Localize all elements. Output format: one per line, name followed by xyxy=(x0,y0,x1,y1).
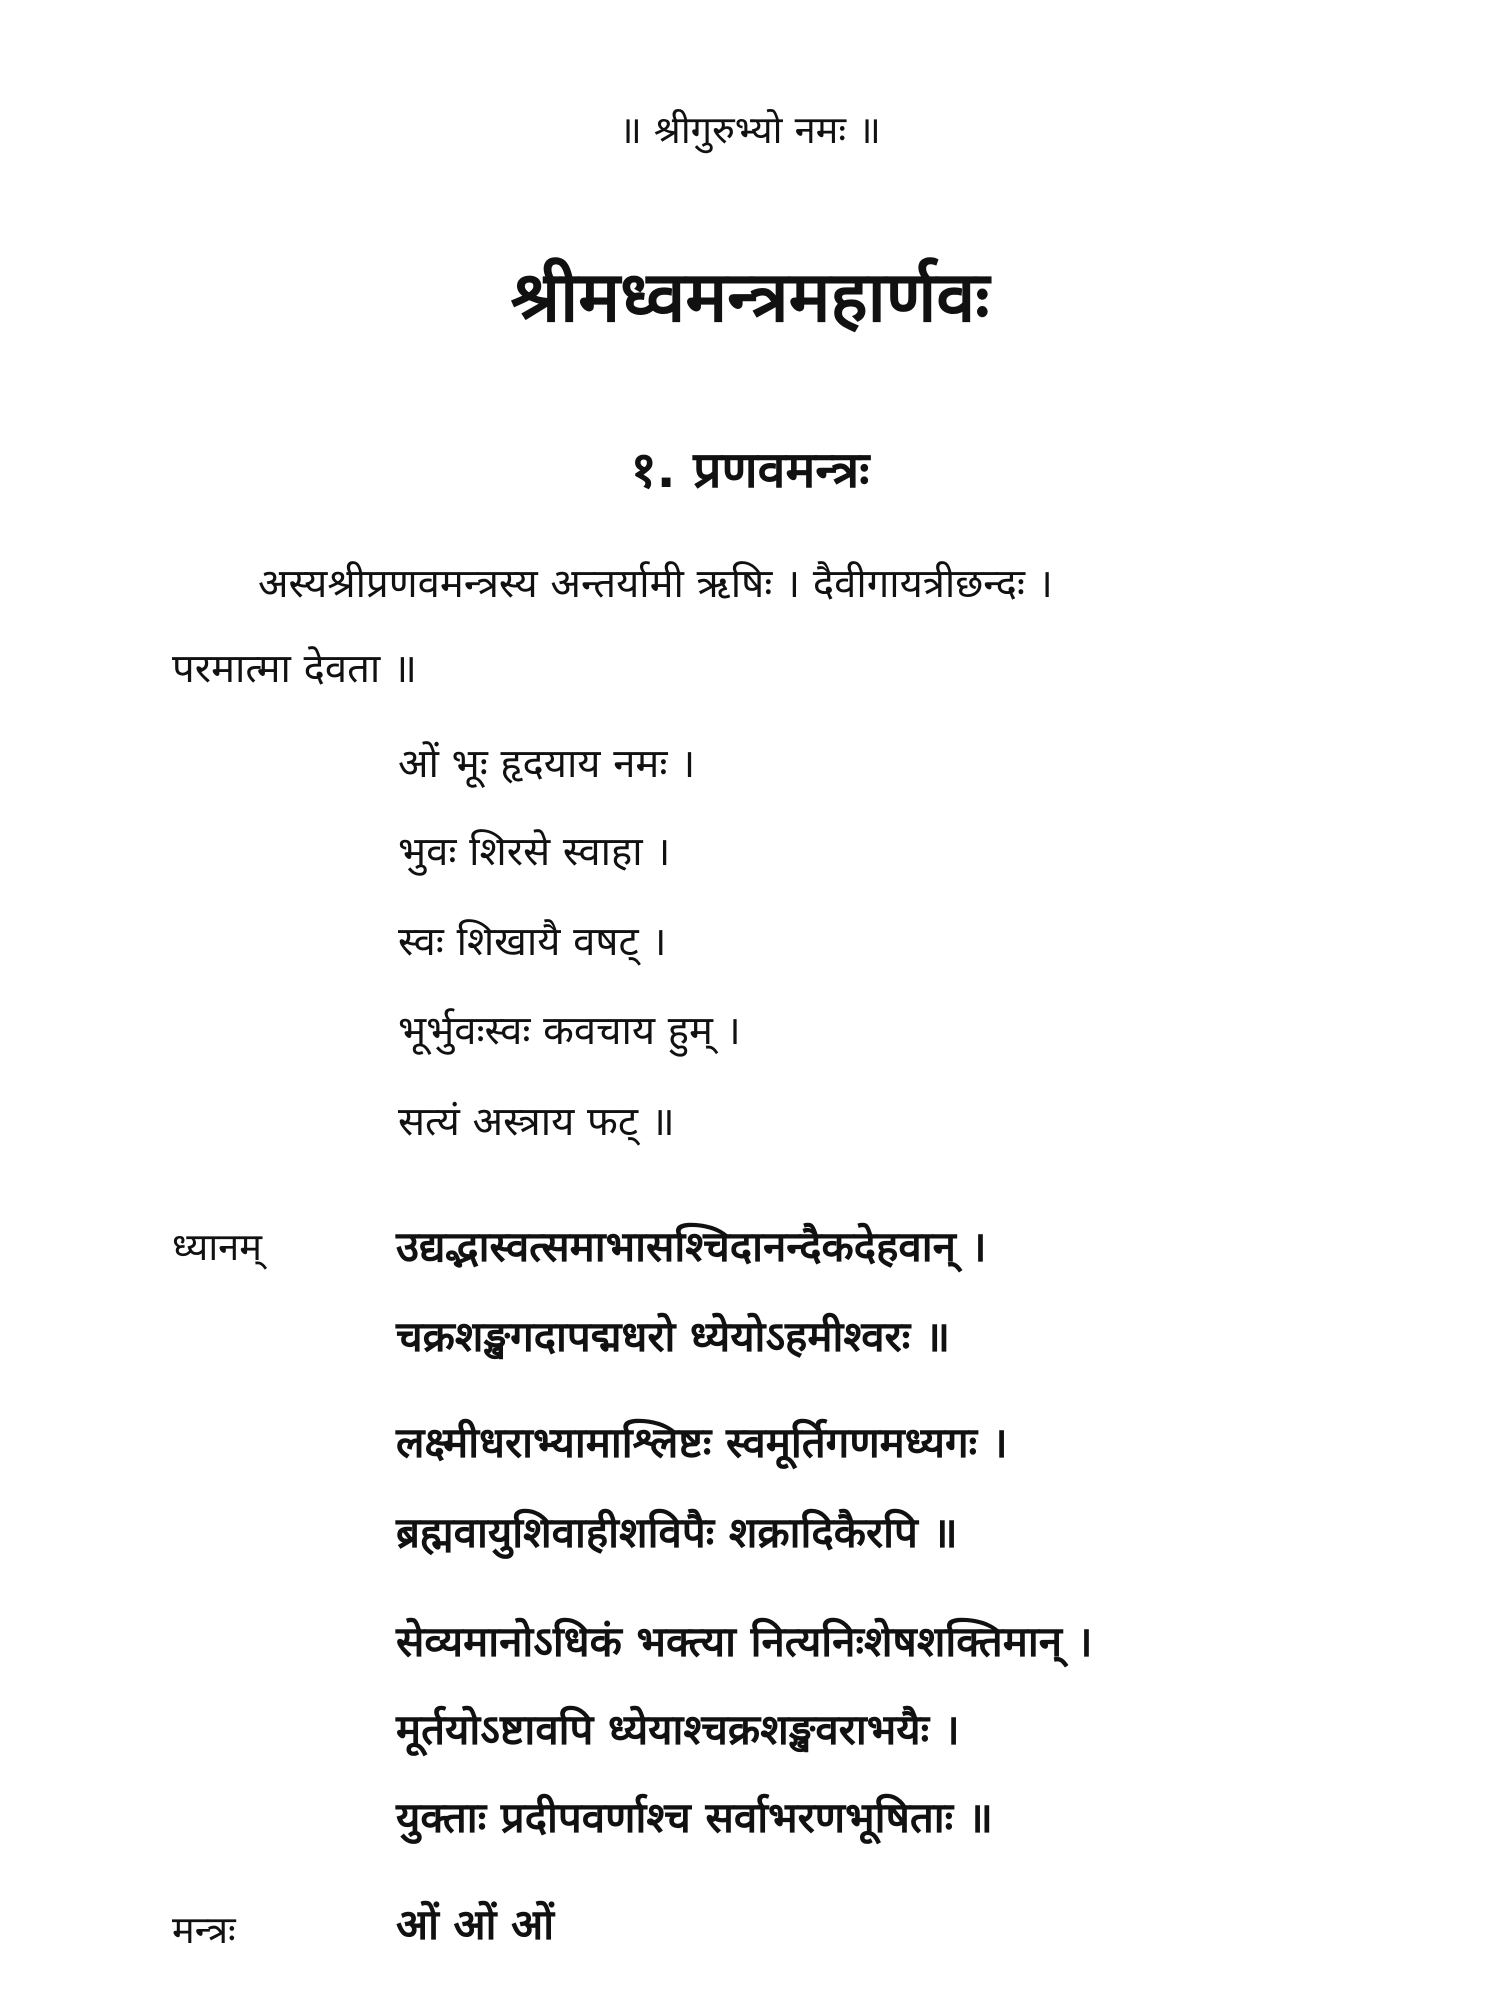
dhyanam-verse: मूर्तयोऽष्टावपि ध्येयाश्चक्रशङ्खवराभयैः । xyxy=(396,1705,960,1754)
invocation: ॥ श्रीगुरुभ्यो नमः ॥ xyxy=(619,108,881,152)
nyasa-line: सत्यं अस्त्राय फट् ॥ xyxy=(398,1099,675,1145)
dhyanam-verse: ब्रह्मवायुशिवाहीशविपैः शक्रादिकैरपि ॥ xyxy=(396,1508,958,1557)
dhyanam-label: ध्यानम् xyxy=(172,1225,262,1269)
nyasa-line: भुवः शिरसे स्वाहा । xyxy=(398,829,671,875)
dhyanam-verse: लक्ष्मीधराभ्यामाश्लिष्टः स्वमूर्तिगणमध्यगः । xyxy=(396,1418,1008,1467)
dhyanam-verse: चक्रशङ्खगदापद्मधरो ध्येयोऽहमीश्वरः ॥ xyxy=(396,1312,950,1361)
viniyoga-line: अस्यश्रीप्रणवमन्त्रस्य अन्तर्यामी ऋषिः । दैवीगायत्रीछन्दः । xyxy=(258,561,1053,607)
nyasa-line: ओं भूः हृदयाय नमः । xyxy=(398,741,696,787)
dhyanam-verse: सेव्यमानोऽधिकं भक्त्या नित्यनिःशेषशक्तिमान् । xyxy=(396,1617,1093,1666)
nyasa-line: स्वः शिखायै वषट् । xyxy=(398,919,667,965)
dhyanam-verse: उद्यद्भास्वत्समाभासश्चिदानन्दैकदेहवान् । xyxy=(396,1222,987,1271)
page-title: श्रीमध्वमन्त्रमहार्णवः xyxy=(510,256,990,338)
viniyoga-line: परमात्मा देवता ॥ xyxy=(172,646,417,692)
nyasa-line: भूर्भुवःस्वः कवचाय हुम् । xyxy=(398,1008,741,1054)
mantra-text: ओं ओं ओं xyxy=(396,1900,555,1949)
dhyanam-verse: युक्ताः प्रदीपवर्णाश्च सर्वाभरणभूषिताः ॥ xyxy=(396,1793,993,1842)
mantra-label: मन्त्रः xyxy=(172,1908,236,1952)
section-heading: १. प्रणवमन्त्रः xyxy=(630,441,870,499)
